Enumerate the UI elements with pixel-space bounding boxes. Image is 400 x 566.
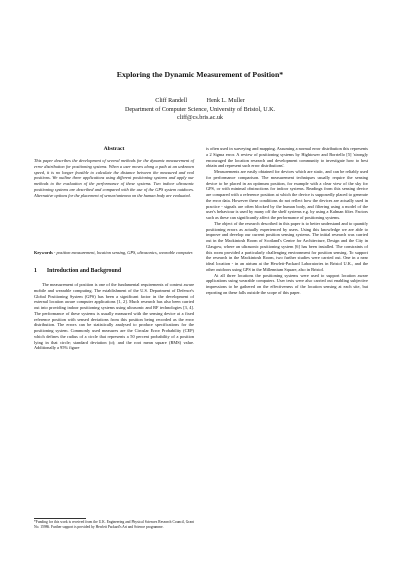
paragraph: At all three locations the positioning systems were used to support location aware applications using wearable computers. User tests were also carried out enabling subjective impressions to be gathered on the effectiveness of the location sensing at each site, but reporting on these falls outside the scope of this paper. [206,272,368,295]
author-name: Cliff Randell [155,98,188,104]
abstract-text: This paper describes the development of several methods for the dynamic measurement of error distribution for positioning systems. When a user moves along a path at an unknown speed, it is no longer feasible to calculate the distance between the measured and real positions. We outline three applications using different positioning systems and apply our methods to the evaluation of the performance of these systems. Two indoor ultrasonic positioning systems are described and compared with the use of the GPS system outdoors. Alternative options for the placement of sensor/antenna on the human body are evaluated. [34,158,194,198]
right-column [206,146,368,296]
paragraph: is often used in surveying and mapping. Assuming a normal error distribution this represents a 2 Sigma error. A review of positioning systems by Hightower and Borriello [5] 'strongly encouraged the location research and development community to investigate how to best obtain and represent such error distributions'. [206,146,368,169]
footnote-rule [34,518,86,519]
intro-body [34,282,194,351]
paper-title: Exploring the Dynamic Measurement of Position* [116,70,284,79]
footnote: *Funding for this work is received from the U.K. Engineering and Physical Sciences Research Council, Grant No. 15986. Further support is provided by Hewlett Packard's Art and Science programme. [34,520,194,529]
author-block [0,97,400,123]
paragraph: Measurements are easily obtained for devices which are static, and can be reliably used for performance comparison. The measurement techniques usually require the sensing device to be placed in an optimum position, for example with a clear view of the sky for GPS, or with minimal obstructions for indoor systems. Readings from this sensing device are compared with a reference position at which the device is supposedly placed to generate the error data. However these conditions do not reflect how the devices are actually used in practice - signals are often blocked by the human body, and filtering using a model of the user's behaviour is used by many off the shelf systems e.g. by using a Kalman filter. Factors such as these can significantly affect the performance of positioning systems. [206,169,368,220]
paragraph: The object of the research described in this paper is to better understand and to quantify positioning errors as actually experienced by users. Using this knowledge we are able to improve and develop our current position sensing systems. The initial research was carried out in the Mackintosh Room of Scotland's Centre for Architecture, Design and the City in Glasgow, where an ultrasonic positioning system [6] has been installed. The constraints of this room provided a particularly challenging environment for position sensing. To support the research in the Mackintosh Room, two further studies were carried out. One in a near ideal location - in an atrium at the Hewlett-Packard Laboratories in Bristol U.K., and the other outdoors using GPS in the Millennium Square, also in Bristol. [206,220,368,272]
section-number: 1 [34,268,37,274]
keywords [34,250,194,256]
keywords-label: Keywords [34,250,53,255]
author-names [0,97,400,106]
author-name: Henk L. Muller [206,98,245,104]
paragraph: The measurement of position is one of the fundamental requirements of context aware mobile and wearable computing. The establishment of the U.S. Department of Defence's Global Positioning System (GPS) has been a significant factor in the development of external location aware computer applications [1, 2]. Much research has also been carried out into providing indoor positioning systems using ultrasonic and RF technologies [3, 4]. The performance of these systems is usually measured with the sensing device at a fixed reference position with sensed deviations from this position being recorded as the error distribution. The errors can be statistically analysed to produce specifications for the positioning system. Commonly used measures are the Circular Error Probability (CEP) which defines the radius of a circle that represents a 50 percent probability of a position lying in that circle; standard deviation (σ); and the root mean square (RMS) value. Additionally a 95% figure [34,282,194,351]
keywords-text: - position measurement, location sensing, GPS, ultrasonics, wearable computer. [52,250,194,255]
affiliation: Department of Computer Science, University of Bristol, U.K. [124,106,276,113]
section-title: Introduction and Background [46,268,122,274]
abstract-heading: Abstract [103,146,125,152]
email: cliff@cs.bris.ac.uk [177,115,223,122]
section-heading [34,268,121,274]
